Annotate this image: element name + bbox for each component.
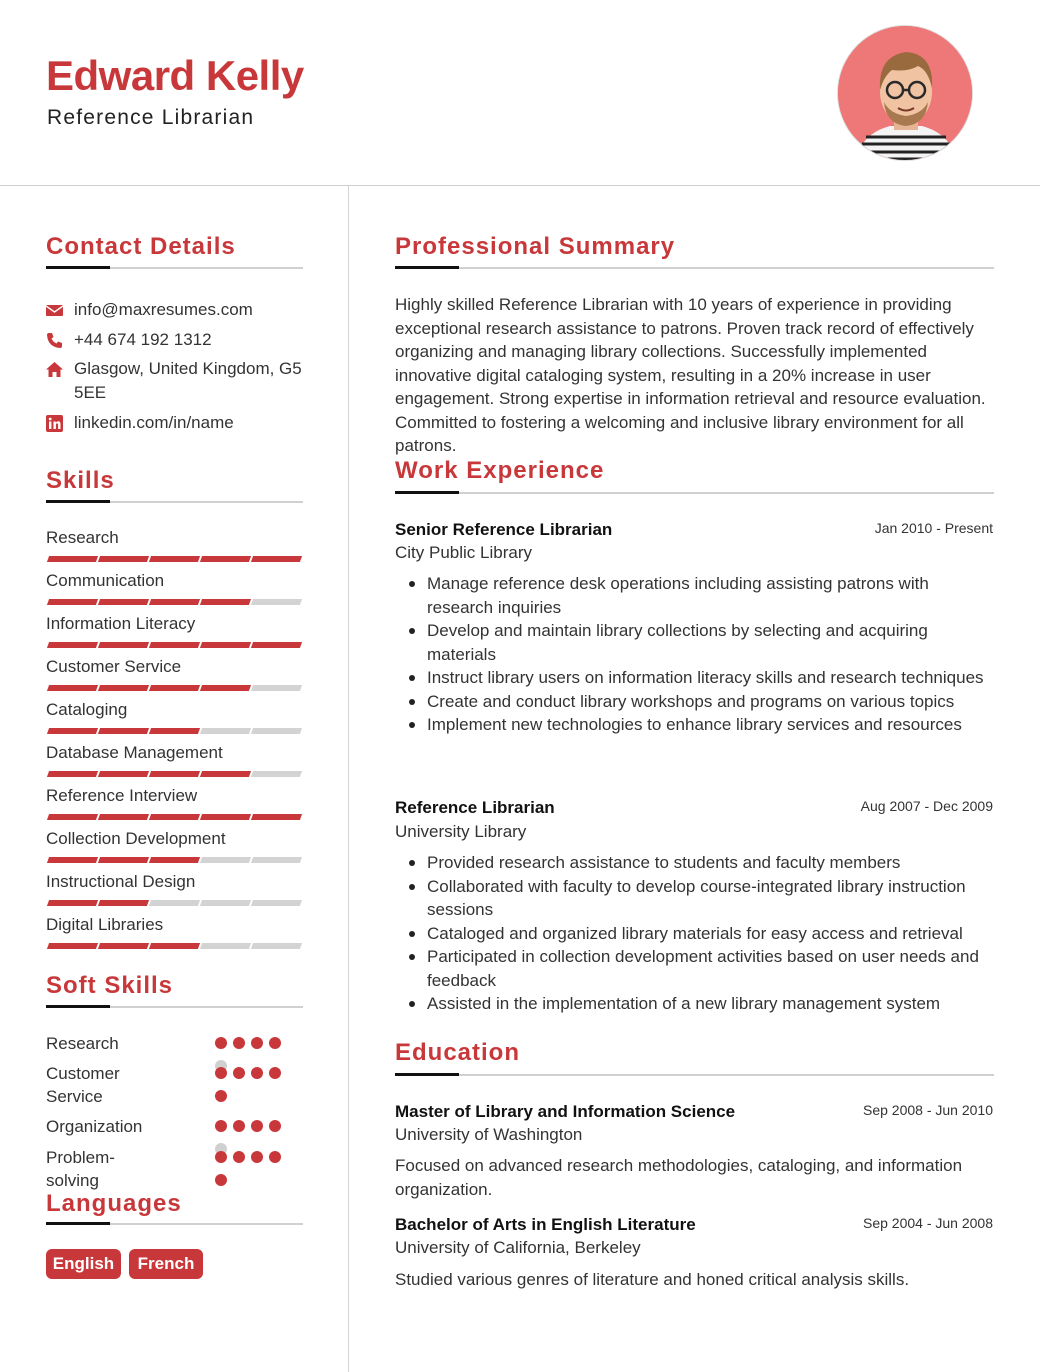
soft-skill-name: Organization: [46, 1117, 143, 1136]
skill-level-segment: [200, 943, 251, 949]
skill-level-bar: [46, 857, 302, 863]
resume-header: [0, 0, 1040, 186]
skill-level-segment: [47, 857, 98, 863]
job-organization: City Public Library: [395, 543, 532, 562]
school-name: University of Washington: [395, 1125, 583, 1144]
skill-level-segment: [149, 642, 200, 648]
summary-section-title: Professional Summary: [395, 233, 676, 260]
skill-level-segment: [149, 728, 200, 734]
soft-skill-level-dot: [269, 1120, 281, 1132]
soft-skill-level-dot: [233, 1151, 245, 1163]
candidate-name: Edward Kelly: [46, 52, 304, 99]
skill-level-segment: [251, 900, 302, 906]
contact-address-text: Glasgow, United Kingdom, G5 5EE: [74, 359, 302, 402]
soft-skill-level-dot: [269, 1151, 281, 1163]
skill-level-segment: [251, 728, 302, 734]
skill-level-segment: [200, 685, 251, 691]
summary-text: Highly skilled Reference Librarian with 10 years of experience in providing exceptional research assistance to patrons. Proven track record of effectively organizing and managing library collections. Successfully implemented innovative digital cataloging system, resulting in a 20% increase in user engagement. Strong expertise in information retrieval and resource evaluation. Committed to fostering a welcoming and inclusive library environment for all patrons.: [395, 295, 986, 455]
skill-row: [46, 743, 302, 779]
contact-linkedin[interactable]: [46, 411, 306, 435]
contact-linkedin-text: linkedin.com/in/name: [74, 413, 234, 432]
soft-skill-name: Customer Service: [46, 1064, 120, 1106]
skill-row: [46, 700, 302, 736]
language-badge-english: English: [46, 1249, 121, 1279]
skill-row: [46, 657, 302, 693]
skill-row: [46, 829, 302, 865]
skill-level-segment: [98, 556, 149, 562]
soft-skill-level-dot: [215, 1037, 227, 1049]
phone-icon: [46, 332, 63, 349]
skill-level-segment: [47, 943, 98, 949]
degree-description: Focused on advanced research methodologies, cataloging, and information organization.: [395, 1156, 963, 1199]
soft-skill-level-dot: [269, 1067, 281, 1079]
column-divider: [348, 186, 349, 1372]
degree-dates: Sep 2004 - Jun 2008: [863, 1215, 993, 1231]
skill-level-segment: [47, 771, 98, 777]
skill-level-bar: [46, 685, 302, 691]
soft-skill-level-dot: [233, 1037, 245, 1049]
job-bullet: Instruct library users on information literacy skills and research techniques: [395, 666, 995, 690]
skill-level-segment: [149, 599, 200, 605]
contact-address: [46, 357, 306, 405]
skill-level-segment: [200, 900, 251, 906]
skill-name: Cataloging: [46, 700, 128, 719]
contact-email-text: info@maxresumes.com: [74, 300, 253, 319]
skill-level-segment: [251, 642, 302, 648]
skill-level-bar: [46, 771, 302, 777]
soft-skill-level-dot: [251, 1067, 263, 1079]
contact-phone[interactable]: [46, 328, 306, 352]
job-title: Reference Librarian: [395, 798, 555, 817]
skill-level-segment: [47, 642, 98, 648]
job-bullet: Develop and maintain library collections by selecting and acquiring materials: [395, 619, 995, 666]
skill-row: [46, 571, 302, 607]
soft-skill-level-dot: [215, 1174, 227, 1186]
skill-level-segment: [149, 556, 200, 562]
skill-level-segment: [98, 943, 149, 949]
skill-row: [46, 528, 302, 564]
skill-level-segment: [200, 599, 251, 605]
skill-level-bar: [46, 556, 302, 562]
envelope-icon: [46, 302, 63, 319]
candidate-role: Reference Librarian: [47, 106, 255, 129]
job-dates: Aug 2007 - Dec 2009: [860, 798, 993, 814]
contact-section-title: Contact Details: [46, 233, 236, 260]
education-section-rule: [395, 1074, 994, 1076]
skill-name: Information Literacy: [46, 614, 196, 633]
skill-level-segment: [98, 857, 149, 863]
skill-level-segment: [200, 857, 251, 863]
soft-skill-level-dot: [215, 1067, 227, 1079]
skill-row: [46, 915, 302, 951]
skill-level-segment: [200, 642, 251, 648]
soft-skill-level-dot: [215, 1090, 227, 1102]
summary-section-rule: [395, 267, 994, 269]
job-bullet: Create and conduct library workshops and programs on various topics: [395, 690, 995, 714]
home-icon: [46, 361, 63, 378]
skill-level-segment: [98, 599, 149, 605]
language-badge-french: French: [129, 1249, 203, 1279]
skill-row: [46, 872, 302, 908]
soft-skill-row: [46, 1146, 302, 1192]
skill-level-segment: [47, 599, 98, 605]
degree-title: Master of Library and Information Science: [395, 1102, 736, 1121]
skill-level-segment: [98, 642, 149, 648]
skill-level-segment: [251, 685, 302, 691]
skill-name: Instructional Design: [46, 872, 196, 891]
job-bullet: Manage reference desk operations including assisting patrons with research inquiries: [395, 572, 995, 619]
skill-level-segment: [149, 814, 200, 820]
soft-skill-level-dot: [233, 1067, 245, 1079]
skill-level-segment: [149, 685, 200, 691]
contact-phone-text: +44 674 192 1312: [74, 330, 212, 349]
skill-name: Research: [46, 528, 119, 547]
soft-skill-level-dot: [251, 1151, 263, 1163]
soft-skills-section-title: Soft Skills: [46, 972, 174, 999]
contact-section-rule: [46, 267, 303, 269]
skill-level-segment: [200, 556, 251, 562]
profile-photo: [837, 25, 973, 161]
skill-level-segment: [98, 728, 149, 734]
soft-skill-level-dot: [215, 1151, 227, 1163]
languages-section-rule: [46, 1223, 303, 1225]
soft-skills-section-rule: [46, 1006, 303, 1008]
skill-level-segment: [251, 556, 302, 562]
soft-skill-level-dot: [269, 1037, 281, 1049]
skill-level-segment: [47, 814, 98, 820]
work-section-rule: [395, 492, 994, 494]
school-name: University of California, Berkeley: [395, 1238, 641, 1257]
degree-dates: Sep 2008 - Jun 2010: [863, 1102, 993, 1118]
skill-level-bar: [46, 642, 302, 648]
skill-level-segment: [47, 556, 98, 562]
job-title: Senior Reference Librarian: [395, 520, 613, 539]
soft-skill-level-dot: [233, 1120, 245, 1132]
skill-level-segment: [251, 857, 302, 863]
job-bullet: Provided research assistance to students and faculty members: [395, 851, 995, 875]
job-bullet: Implement new technologies to enhance library services and resources: [395, 713, 995, 737]
profile-photo-illustration: [838, 26, 973, 161]
soft-skill-level-dot: [251, 1037, 263, 1049]
skill-level-segment: [98, 771, 149, 777]
skills-section-title: Skills: [46, 467, 115, 494]
soft-skill-level-dot: [215, 1120, 227, 1132]
skill-level-bar: [46, 814, 302, 820]
skill-level-segment: [200, 814, 251, 820]
skill-name: Collection Development: [46, 829, 226, 848]
soft-skill-name: Problem-solving: [46, 1148, 115, 1190]
job-bullets: [395, 851, 995, 1016]
skill-level-bar: [46, 599, 302, 605]
job-bullet: Collaborated with faculty to develop course-integrated library instruction sessions: [395, 875, 995, 922]
skill-level-segment: [47, 900, 98, 906]
skill-name: Digital Libraries: [46, 915, 164, 934]
job-bullet: Cataloged and organized library materials for easy access and retrieval: [395, 922, 995, 946]
skill-row: [46, 786, 302, 822]
skill-level-segment: [149, 900, 200, 906]
skill-level-segment: [149, 771, 200, 777]
degree-title: Bachelor of Arts in English Literature: [395, 1215, 696, 1234]
skill-level-segment: [149, 943, 200, 949]
skill-name: Customer Service: [46, 657, 182, 676]
skill-level-segment: [47, 685, 98, 691]
skill-level-segment: [200, 771, 251, 777]
skill-row: [46, 614, 302, 650]
job-bullet: Assisted in the implementation of a new library management system: [395, 992, 995, 1016]
skill-name: Communication: [46, 571, 165, 590]
contact-email[interactable]: [46, 298, 306, 322]
skill-level-segment: [47, 728, 98, 734]
skill-level-segment: [149, 857, 200, 863]
skill-name: Reference Interview: [46, 786, 198, 805]
skill-level-segment: [200, 728, 251, 734]
linkedin-icon: [46, 415, 63, 432]
job-organization: University Library: [395, 822, 527, 841]
skill-level-bar: [46, 900, 302, 906]
job-bullet: Participated in collection development activities based on user needs and feedback: [395, 945, 995, 992]
soft-skill-row: [46, 1062, 302, 1108]
job-bullets: [395, 572, 995, 737]
skill-name: Database Management: [46, 743, 223, 762]
skill-level-segment: [251, 814, 302, 820]
skill-level-bar: [46, 728, 302, 734]
languages-section-title: Languages: [46, 1190, 182, 1217]
soft-skill-level-dot: [251, 1120, 263, 1132]
degree-description: Studied various genres of literature and honed critical analysis skills.: [395, 1270, 910, 1289]
work-section-title: Work Experience: [395, 457, 605, 484]
skill-level-segment: [251, 771, 302, 777]
skill-level-segment: [251, 943, 302, 949]
education-section-title: Education: [395, 1039, 521, 1066]
skill-level-bar: [46, 943, 302, 949]
skill-level-segment: [251, 599, 302, 605]
skill-level-segment: [98, 900, 149, 906]
skill-level-segment: [98, 685, 149, 691]
skill-level-segment: [98, 814, 149, 820]
skills-section-rule: [46, 501, 303, 503]
soft-skill-name: Research: [46, 1034, 119, 1053]
job-dates: Jan 2010 - Present: [874, 520, 993, 536]
